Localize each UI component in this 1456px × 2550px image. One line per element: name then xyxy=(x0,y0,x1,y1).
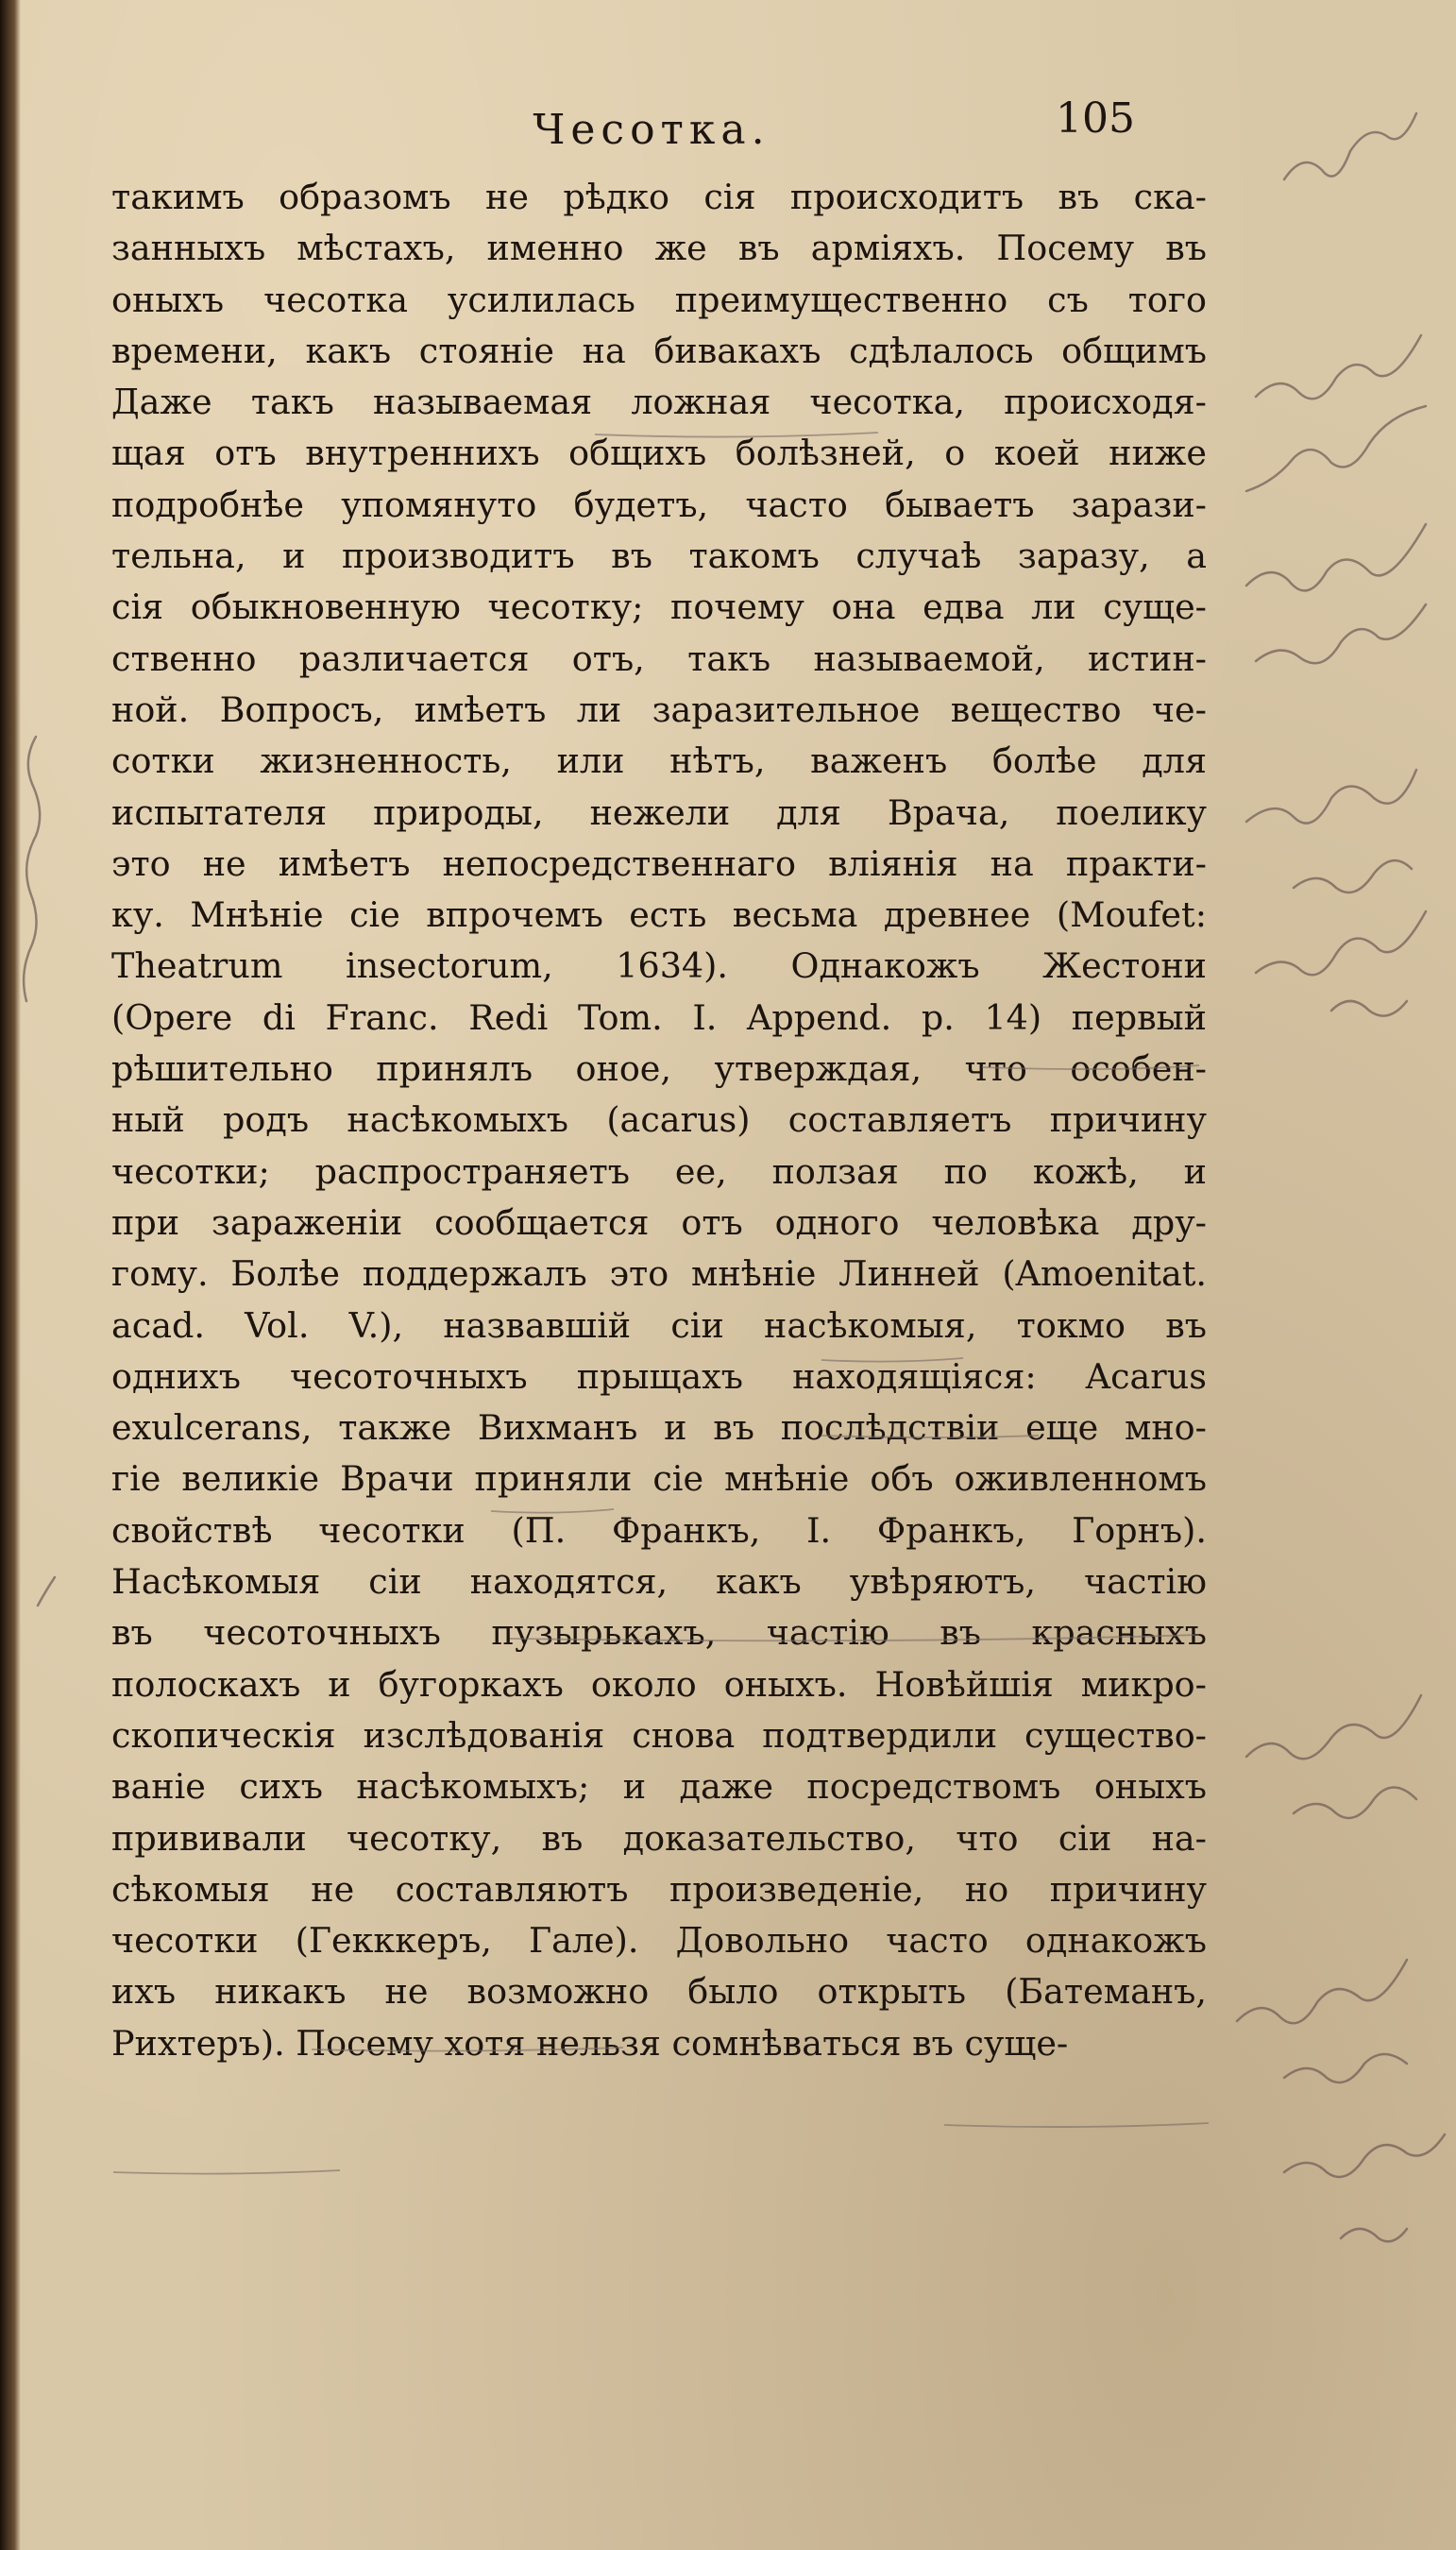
text-line: ваніе сихъ насѣкомыхъ; и даже посредствомъ оныхъ xyxy=(111,1766,1207,1808)
text-line: сія обыкновенную чесотку; почему она едва ли суще- xyxy=(111,586,1207,628)
text-line: скопическія изслѣдованія снова подтвердили существо- xyxy=(111,1714,1207,1756)
text-line: занныхъ мѣстахъ, именно же въ арміяхъ. Посему въ xyxy=(111,228,1207,269)
margin-scribble-8 xyxy=(1256,911,1426,975)
text-line: тельна, и производитъ въ такомъ случаѣ заразу, а xyxy=(111,536,1207,577)
text-line: времени, какъ стояніе на бивакахъ сдѣлалось общимъ xyxy=(111,330,1207,371)
body-text xyxy=(111,172,1207,2069)
text-line: exulcerans, также Вихманъ и въ послѣдствіи еще мно- xyxy=(111,1407,1207,1449)
margin-scribble-13 xyxy=(1284,2054,1407,2082)
text-line: ственно различается отъ, такъ называемой, истин- xyxy=(111,638,1207,679)
text-line: Насѣкомыя сіи находятся, какъ увѣряютъ, частію xyxy=(111,1561,1207,1603)
text-line: оныхъ чесотка усилилась преимущественно съ того xyxy=(111,279,1207,320)
margin-scribble-9 xyxy=(1331,1001,1407,1016)
left-margin-scribble xyxy=(24,737,40,1001)
underline-8 xyxy=(944,2123,1209,2127)
margin-scribble-2 xyxy=(1256,335,1421,399)
margin-scribble-10 xyxy=(1246,1695,1421,1759)
margin-scribble-15 xyxy=(1341,2229,1407,2241)
text-line: ной. Вопросъ, имѣетъ ли заразительное вещество че- xyxy=(111,688,1207,730)
text-line: acad. Vol. V.), назвавшій сіи насѣкомыя, токмо въ xyxy=(111,1304,1207,1346)
text-line: Theatrum insectorum, 1634). Однакожъ Жестони xyxy=(111,945,1207,987)
running-header: Чесотка. xyxy=(533,106,770,154)
text-line: это не имѣетъ непосредственнаго вліянія на практи- xyxy=(111,842,1207,884)
margin-scribble-6 xyxy=(1246,770,1416,824)
text-line: подробнѣе упомянуто будетъ, часто бываетъ зарази- xyxy=(111,484,1207,525)
margin-scribble-12 xyxy=(1237,1960,1407,2023)
text-line: щая отъ внутреннихъ общихъ болѣзней, о коей ниже xyxy=(111,433,1207,474)
text-line: испытателя природы, нежели для Врача, поелику xyxy=(111,791,1207,833)
book-spine-shadow xyxy=(0,0,21,2550)
margin-scribble-11 xyxy=(1294,1788,1416,1819)
margin-scribble-4 xyxy=(1246,524,1426,590)
text-line: въ чесоточныхъ пузырькахъ, частію въ красныхъ xyxy=(111,1612,1207,1654)
text-line: при зараженіи сообщается отъ одного человѣка дру- xyxy=(111,1201,1207,1243)
text-line: ку. Мнѣніе сіе впрочемъ есть весьма древнее (Moufet: xyxy=(111,894,1207,936)
text-line: сѣкомыя не составляютъ произведеніе, но причину xyxy=(111,1868,1207,1910)
margin-scribble-5 xyxy=(1256,604,1426,663)
margin-scribble-3 xyxy=(1246,406,1426,491)
text-line: полоскахъ и бугоркахъ около оныхъ. Новѣйшія микро- xyxy=(111,1663,1207,1705)
text-line: рѣшительно принялъ оное, утверждая, что особен- xyxy=(111,1048,1207,1090)
text-line: гіе великіе Врачи приняли сіе мнѣніе объ оживленномъ xyxy=(111,1458,1207,1500)
text-line: Рихтеръ). Посему хотя нельзя сомнѣваться въ суще- xyxy=(111,2022,1069,2064)
underline-9 xyxy=(113,2170,340,2174)
margin-scribble-1 xyxy=(1284,113,1416,179)
text-line: ихъ никакъ не возможно было открыть (Батеманъ, xyxy=(111,1971,1207,2013)
margin-scribble-14 xyxy=(1284,2134,1445,2177)
text-line: свойствѣ чесотки (П. Франкъ, І. Франкъ, Горнъ). xyxy=(111,1509,1207,1551)
text-line: ный родъ насѣкомыхъ (acarus) составляетъ причину xyxy=(111,1099,1207,1141)
text-line: чесотки; распространяетъ ее, ползая по кожѣ, и xyxy=(111,1150,1207,1192)
text-line: сотки жизненность, или нѣтъ, важенъ болѣе для xyxy=(111,740,1207,782)
text-line: однихъ чесоточныхъ прыщахъ находящіяся: Acarus xyxy=(111,1355,1207,1397)
page-number: 105 xyxy=(1056,94,1135,143)
text-line: чесотки (Гекккеръ, Гале). Довольно часто однакожъ xyxy=(111,1920,1207,1962)
text-line: гому. Болѣе поддержалъ это мнѣніе Линней (Amoenitat. xyxy=(111,1253,1207,1295)
text-line: такимъ образомъ не рѣдко сія происходитъ въ ска- xyxy=(111,177,1207,217)
left-margin-dash xyxy=(38,1577,55,1606)
text-line: (Opere di Franc. Redi Tom. I. Append. p. 14) первый xyxy=(111,996,1207,1038)
text-line: Даже такъ называемая ложная чесотка, происходя- xyxy=(111,382,1207,423)
text-line: прививали чесотку, въ доказательство, что сіи на- xyxy=(111,1817,1207,1859)
margin-scribble-7 xyxy=(1294,860,1412,892)
